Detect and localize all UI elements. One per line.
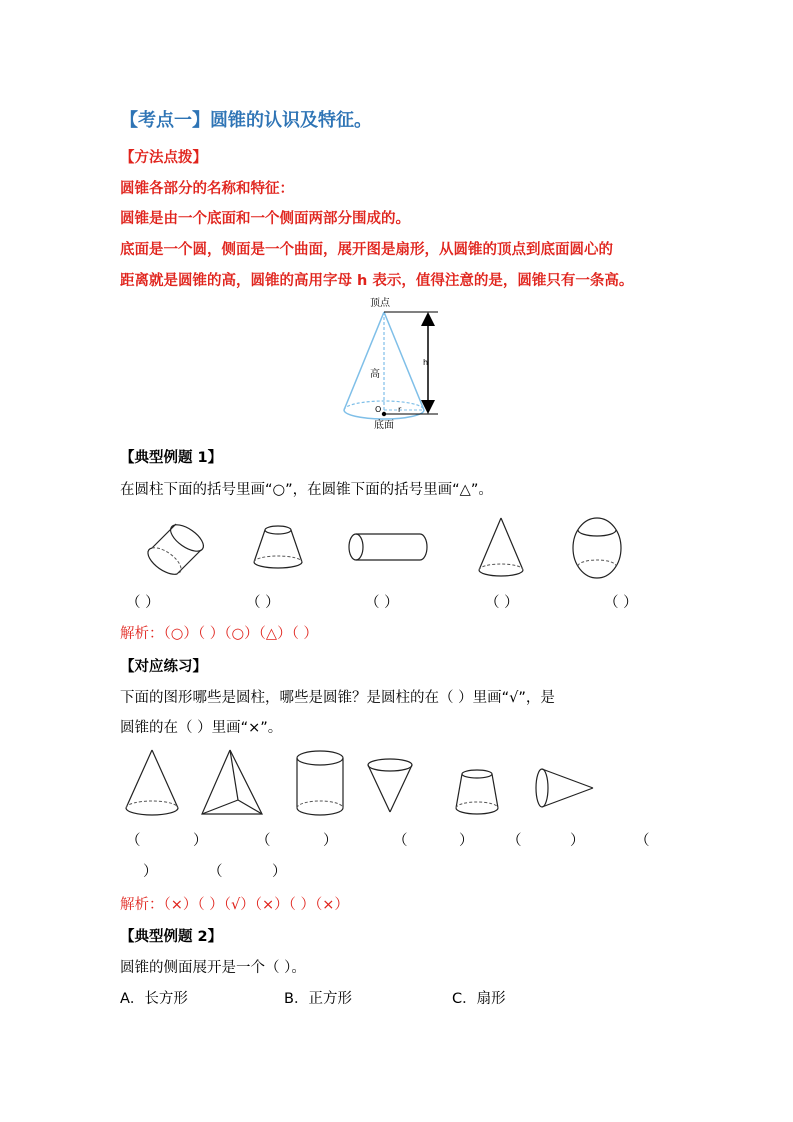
method-heading: 【方法点拨】 <box>120 150 207 166</box>
practice-paren-3-close: ） <box>459 833 474 849</box>
paren-blank-3[interactable]: （ ） <box>365 595 399 611</box>
example1-heading: 【典型例题 1】 <box>120 450 223 466</box>
practice-paren-5-open: （ <box>635 833 650 849</box>
practice-paren-3-open: （ <box>393 833 408 849</box>
method-line-4: 距离就是圆锥的高，圆锥的高用字母 h 表示，值得注意的是，圆锥只有一条高。 <box>120 273 634 289</box>
practice-paren-6-close: ） <box>272 864 287 880</box>
practice-paren-5-close: ） <box>143 864 158 880</box>
example2-heading: 【典型例题 2】 <box>120 929 223 945</box>
practice-cone-shape <box>122 748 182 820</box>
practice-cylinder-shape <box>294 748 346 820</box>
paren-blank-2[interactable]: （ ） <box>246 595 280 611</box>
option-b[interactable]: B．正方形 <box>284 991 352 1007</box>
sideways-cone-shape <box>533 766 599 812</box>
frustum-shape <box>248 522 308 572</box>
paren-blank-4[interactable]: （ ） <box>485 595 519 611</box>
practice-paren-2-close: ） <box>323 833 338 849</box>
cone-diagram <box>330 296 460 436</box>
practice-paren-6-open: （ <box>208 864 223 880</box>
practice-frustum-shape <box>452 766 502 820</box>
practice-paren-1-open: （ <box>126 833 141 849</box>
practice-paren-1-close: ） <box>193 833 208 849</box>
practice-heading: 【对应练习】 <box>120 659 207 675</box>
option-a[interactable]: A．长方形 <box>120 991 188 1007</box>
pyramid-shape <box>200 748 266 820</box>
practice-question-line-2: 圆锥的在（ ）里画“×”。 <box>120 720 283 736</box>
h-label: h <box>423 358 429 367</box>
tilted-cylinder-shape <box>140 518 210 578</box>
practice-answer: 解析：（×）（ ）（√）（×）（ ）（×） <box>120 897 349 913</box>
paren-blank-1[interactable]: （ ） <box>126 595 160 611</box>
center-label: O <box>375 405 382 414</box>
height-label: 高 <box>370 369 380 380</box>
section-title: 【考点一】圆锥的认识及特征。 <box>120 110 372 131</box>
method-line-3: 底面是一个圆，侧面是一个曲面，展开图是扇形，从圆锥的顶点到底面圆心的 <box>120 242 613 258</box>
practice-paren-4-close: ） <box>570 833 585 849</box>
practice-paren-4-open: （ <box>507 833 522 849</box>
option-c[interactable]: C．扇形 <box>452 991 506 1007</box>
paren-blank-5[interactable]: （ ） <box>604 595 638 611</box>
barrel-shape <box>570 516 624 580</box>
horizontal-cylinder-shape <box>348 530 430 566</box>
inverted-cone-shape <box>364 756 416 816</box>
apex-label: 顶点 <box>370 298 390 309</box>
base-label: 底面 <box>374 420 394 431</box>
example1-question: 在圆柱下面的括号里画“○”，在圆锥下面的括号里画“△”。 <box>120 482 493 498</box>
example2-question: 圆锥的侧面展开是一个（ ）。 <box>120 960 306 976</box>
method-line-2: 圆锥是由一个底面和一个侧面两部分围成的。 <box>120 211 410 227</box>
practice-question-line-1: 下面的图形哪些是圆柱，哪些是圆锥？是圆柱的在（ ）里画“√”，是 <box>120 690 555 706</box>
example1-answer: 解析：（○）（ ）（○）（△）（ ） <box>120 626 318 642</box>
practice-paren-2-open: （ <box>256 833 271 849</box>
method-line-1: 圆锥各部分的名称和特征： <box>120 181 294 197</box>
cone-shape <box>476 516 526 580</box>
radius-label: r <box>398 405 402 414</box>
